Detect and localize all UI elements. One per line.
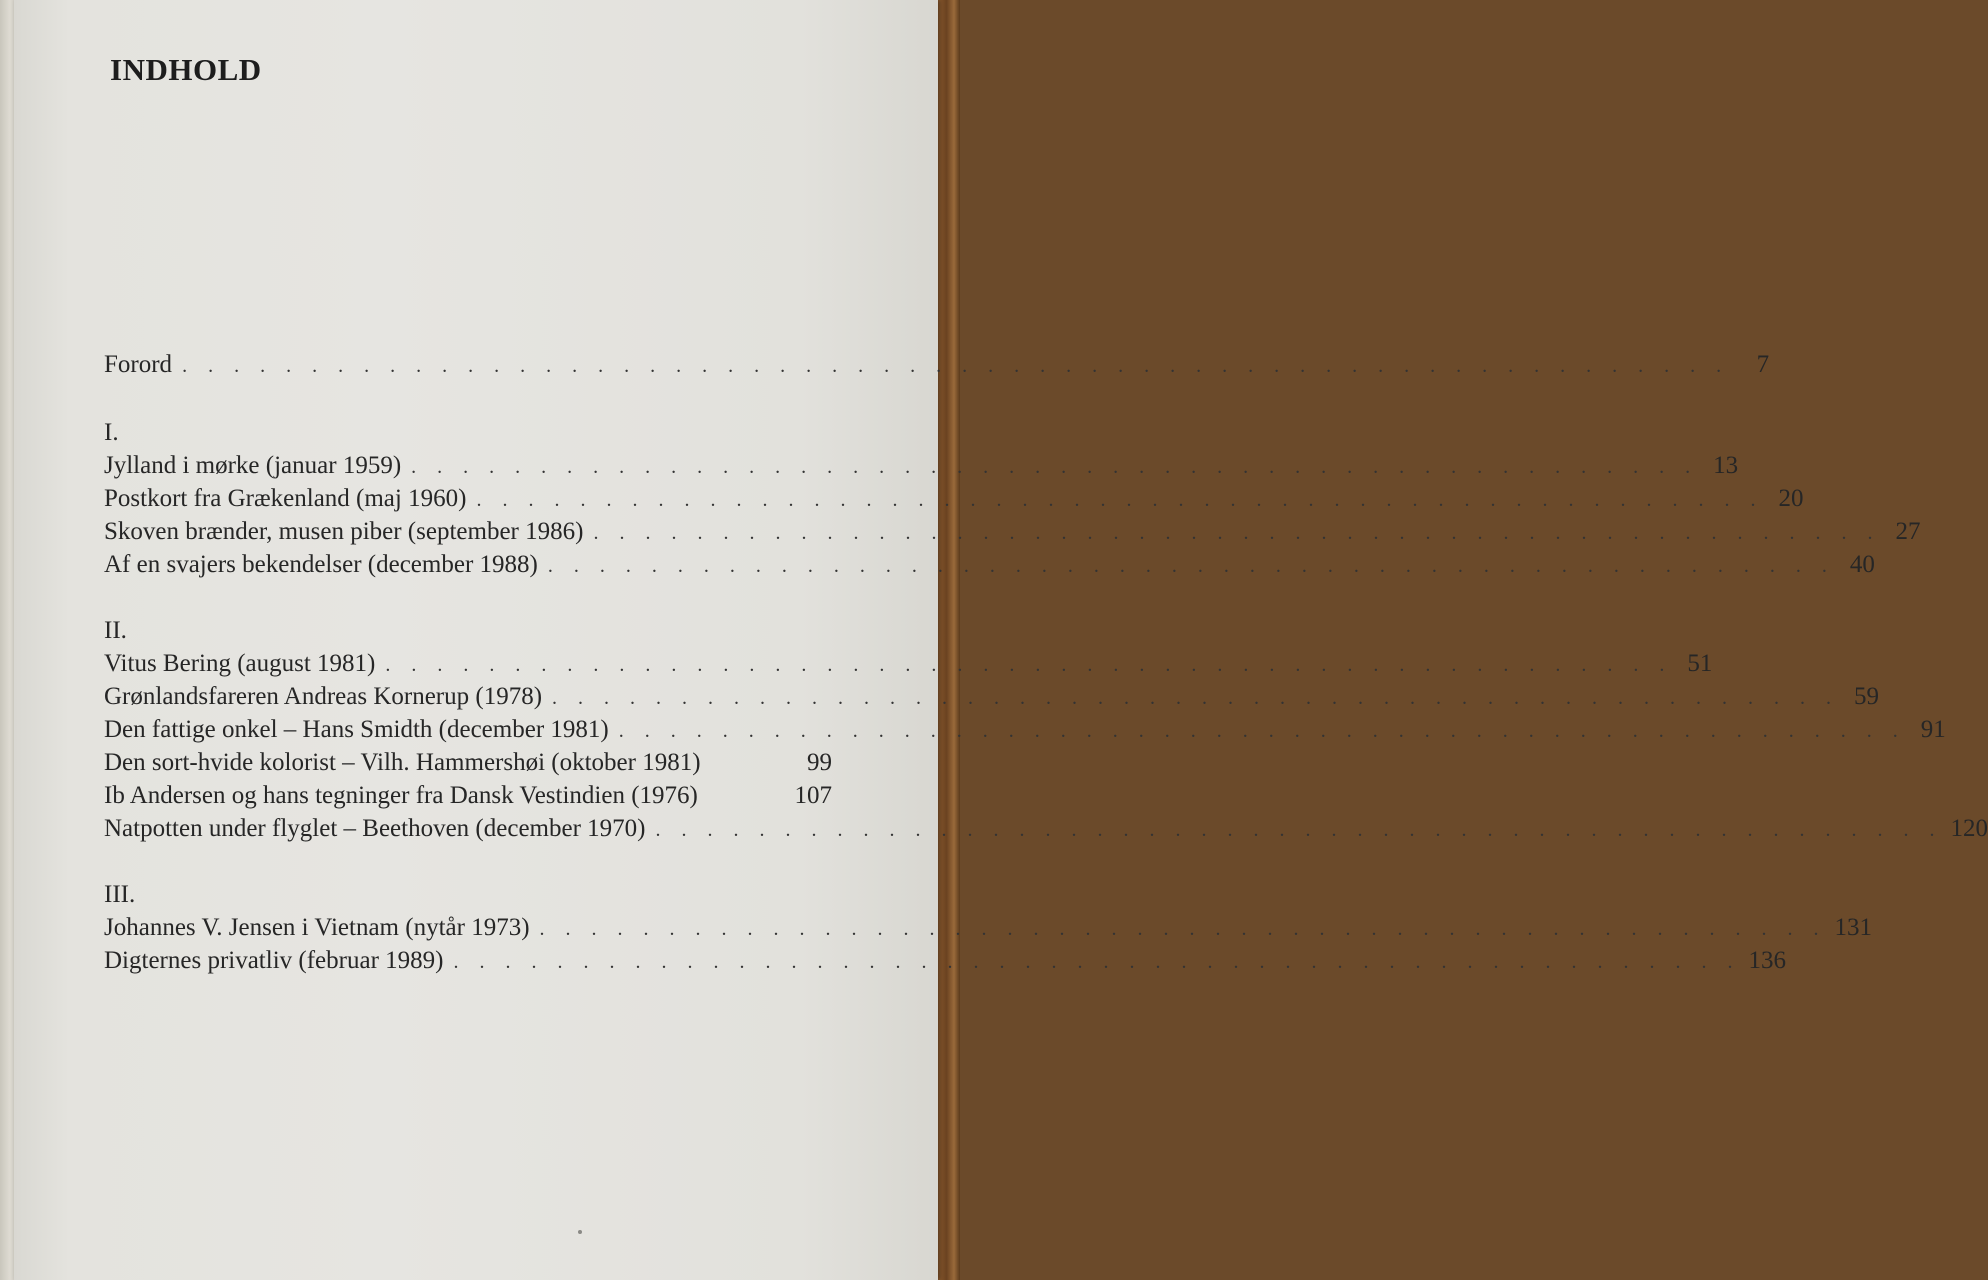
toc-entry <box>104 781 832 811</box>
book-page <box>14 0 1988 1280</box>
dot-leader: . . . . . . . . . . . . . . . . . . . . . . . . . . . . . . . . . . . . . . . . . . . . . . . . . . . . . . . . . . . . <box>182 355 1730 377</box>
toc-page-number: 51 <box>1687 650 1713 677</box>
toc-entry <box>104 517 1921 548</box>
toc-entry <box>104 946 1786 977</box>
toc-entry <box>104 484 1804 515</box>
dot-leader: . . . . . . . . . . . . . . . . . . . . . . . . . . . . . . . . . . . . . . . . . . . . . . . . . . <box>476 489 1764 511</box>
page-title: INDHOLD <box>110 52 262 87</box>
toc-entry-title: Den fattige onkel – Hans Smidth (december 1981) <box>104 716 609 743</box>
toc-page-number: 40 <box>1849 551 1875 578</box>
toc-entry-title: Forord <box>104 351 173 378</box>
toc-entry <box>104 649 1713 680</box>
section-label-2: II. <box>104 617 127 644</box>
dot-leader: . . . . . . . . . . . . . . . . . . . . . . . . . . . . . . . . . . . . . . . . . . . . . . . . . . <box>411 456 1699 478</box>
toc-entry-title: Johannes V. Jensen i Vietnam (nytår 1973) <box>104 914 530 941</box>
dot-leader: . . . . . . . . . . . . . . . . . . . . . . . . . . . . . . . . . . . . . . . . . . . . . . . . . . <box>547 555 1835 577</box>
dot-leader: . . . . . . . . . . . . . . . . . . . . . . . . . . . . . . . . . . . . . . . . . . . . . . . . . . <box>453 951 1741 973</box>
toc-entry <box>104 814 1988 845</box>
toc-entry-title: Jylland i mørke (januar 1959) <box>104 452 402 479</box>
toc-entry-title: Vitus Bering (august 1981) <box>104 650 376 677</box>
toc-entry-title: Digternes privatliv (februar 1989) <box>104 947 444 974</box>
toc-page-number: 27 <box>1895 518 1921 545</box>
toc-entry-title: Den sort-hvide kolorist – Vilh. Hammershøi (oktober 1981) <box>104 749 701 776</box>
toc-entry <box>104 913 1873 944</box>
toc-page-number: 107 <box>794 782 832 809</box>
toc-entry-title: Postkort fra Grækenland (maj 1960) <box>104 485 467 512</box>
toc-page-number: 91 <box>1920 716 1946 743</box>
toc-page-number: 120 <box>1950 815 1988 842</box>
toc-page-number: 59 <box>1854 683 1880 710</box>
dot-leader: . . . . . . . . . . . . . . . . . . . . . . . . . . . . . . . . . . . . . . . . . . . . . . . . . . <box>552 687 1840 709</box>
toc-entry <box>104 748 832 778</box>
toc-page-number: 131 <box>1834 914 1873 941</box>
dot-leader: . . . . . . . . . . . . . . . . . . . . . . . . . . . . . . . . . . . . . . . . . . . . . . . . . . <box>618 720 1906 742</box>
toc-entry-title: Natpotten under flyglet – Beethoven (december 1970) <box>104 815 646 842</box>
toc-page-number: 99 <box>807 749 832 776</box>
toc-page-number: 136 <box>1748 947 1786 974</box>
toc-entry-title: Grønlandsfareren Andreas Kornerup (1978) <box>104 683 543 710</box>
dot-leader: . . . . . . . . . . . . . . . . . . . . . . . . . . . . . . . . . . . . . . . . . . . . . . . . . . <box>539 918 1827 940</box>
toc-page-number: 13 <box>1713 452 1739 479</box>
section-label-1: I. <box>104 419 119 446</box>
toc-entry <box>104 451 1739 482</box>
toc-entry-title: Skoven brænder, musen piber (september 1986) <box>104 518 584 545</box>
toc-page-number: 7 <box>1756 351 1770 378</box>
toc-entry <box>104 550 1875 581</box>
toc-page-number: 20 <box>1778 485 1804 512</box>
paper-speck <box>578 1230 582 1234</box>
section-label-3: III. <box>104 881 136 908</box>
dot-leader: . . . . . . . . . . . . . . . . . . . . . . . . . . . . . . . . . . . . . . . . . . . . . . . . . . <box>385 654 1673 676</box>
dot-leader: . . . . . . . . . . . . . . . . . . . . . . . . . . . . . . . . . . . . . . . . . . . . . . . . . . <box>593 522 1881 544</box>
toc-entry-title: Ib Andersen og hans tegninger fra Dansk Vestindien (1976) <box>104 782 698 809</box>
toc-entry <box>104 682 1880 713</box>
toc-entry-title: Af en svajers bekendelser (december 1988) <box>104 551 538 578</box>
toc-entry <box>104 715 1946 746</box>
toc-entry-foreword <box>104 350 1770 381</box>
dot-leader: . . . . . . . . . . . . . . . . . . . . . . . . . . . . . . . . . . . . . . . . . . . . . . . . . . <box>655 819 1943 841</box>
